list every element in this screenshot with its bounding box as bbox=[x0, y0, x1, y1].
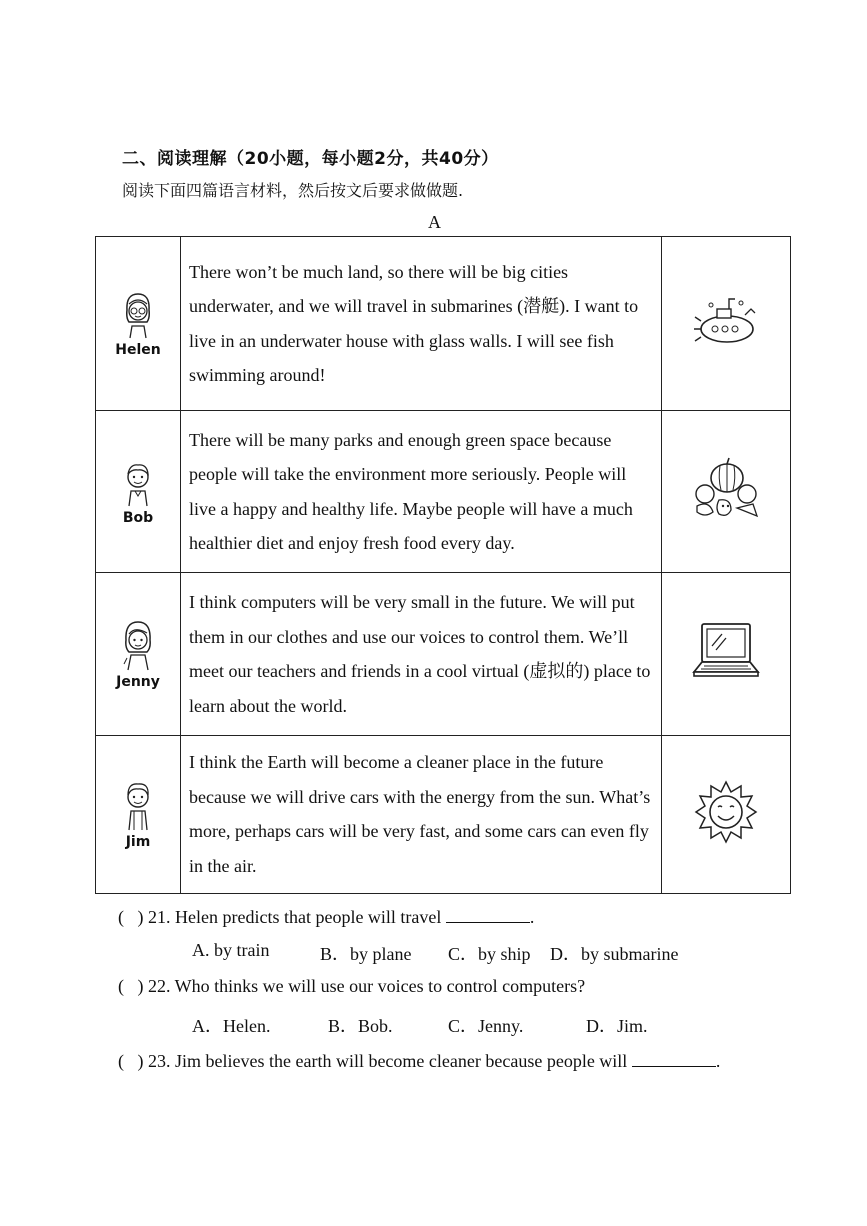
answer-paren[interactable]: ( ) bbox=[118, 976, 144, 996]
picture-cell bbox=[662, 735, 791, 893]
option-a[interactable]: A. by train bbox=[192, 940, 270, 960]
person-name: Bob bbox=[122, 509, 154, 526]
option-b[interactable]: B．Bob. bbox=[328, 1016, 393, 1036]
girl-avatar-icon bbox=[121, 290, 155, 340]
answer-blank[interactable] bbox=[632, 1048, 716, 1067]
passage-row bbox=[96, 237, 791, 411]
person-name: Jenny bbox=[116, 674, 160, 691]
person-cell bbox=[96, 237, 181, 411]
option-d[interactable]: D．by submarine bbox=[550, 944, 679, 964]
person-cell bbox=[96, 573, 181, 735]
question-21 bbox=[118, 904, 534, 928]
answer-paren[interactable]: ( ) bbox=[118, 1051, 144, 1071]
passage-text: There won’t be much land, so there will be big cities underwater, and we will travel in submarines (潜艇). I want to live in an underwater house with glass walls. I will see fish swimming around! bbox=[189, 261, 639, 386]
question-21-options bbox=[192, 940, 712, 964]
boy-avatar-icon bbox=[121, 458, 155, 508]
section-instruction: 阅读下面四篇语言材料，然后按文后要求做做题. bbox=[122, 181, 464, 200]
option-b[interactable]: B．by plane bbox=[320, 944, 412, 964]
girl-avatar-icon bbox=[121, 618, 155, 672]
option-c[interactable]: C．by ship bbox=[448, 944, 531, 964]
passage-row bbox=[96, 411, 791, 573]
option-d[interactable]: D．Jim. bbox=[586, 1016, 648, 1036]
question-text: 23. Jim believes the earth will become cleaner because people will bbox=[148, 1051, 628, 1071]
person-cell bbox=[96, 411, 181, 573]
question-end: . bbox=[715, 1051, 721, 1071]
passage-text: There will be many parks and enough green space because people will take the environment more seriously. People will live a happy and healthy life. Maybe people will have a much healthier diet and enjoy fresh food every day. bbox=[189, 429, 633, 554]
person-cell bbox=[96, 735, 181, 893]
option-c[interactable]: C．Jenny. bbox=[448, 1016, 524, 1036]
answer-blank[interactable] bbox=[446, 904, 530, 923]
passage-text-cell bbox=[181, 237, 662, 411]
passage-row bbox=[96, 573, 791, 735]
picture-cell bbox=[662, 573, 791, 735]
question-22 bbox=[118, 976, 585, 997]
question-text: 22. Who thinks we will use our voices to control computers? bbox=[148, 976, 586, 996]
vegetables-icon bbox=[687, 454, 765, 524]
question-23 bbox=[118, 1048, 720, 1072]
passage-row bbox=[96, 735, 791, 893]
person-name: Helen bbox=[115, 341, 161, 358]
person-name: Jim bbox=[125, 834, 151, 851]
sun-icon bbox=[694, 780, 758, 844]
passage-text: I think computers will be very small in the future. We will put them in our clothes and use our voices to control them. We’ll meet our teachers and friends in a cool virtual (虚拟的) place to learn about the world. bbox=[189, 592, 651, 716]
passage-text-cell bbox=[181, 735, 662, 893]
submarine-icon bbox=[691, 293, 761, 349]
passage-text: I think the Earth will become a cleaner place in the future because we will drive cars with the energy from the sun. What’s more, perhaps cars will be very fast, and some cars can even fly in the air. bbox=[189, 752, 651, 876]
passage-table bbox=[95, 236, 791, 894]
option-a[interactable]: A．Helen. bbox=[192, 1016, 271, 1036]
passage-label: A bbox=[428, 212, 441, 232]
section-title: 二、阅读理解（20小题，每小题2分，共40分） bbox=[122, 149, 499, 169]
boy-avatar-icon bbox=[121, 778, 155, 832]
question-end: . bbox=[529, 907, 535, 927]
question-text: 21. Helen predicts that people will travel bbox=[148, 907, 442, 927]
question-22-options bbox=[192, 1012, 672, 1036]
laptop-icon bbox=[690, 620, 762, 684]
answer-paren[interactable]: ( ) bbox=[118, 907, 144, 927]
picture-cell bbox=[662, 411, 791, 573]
passage-text-cell bbox=[181, 411, 662, 573]
passage-text-cell bbox=[181, 573, 662, 735]
picture-cell bbox=[662, 237, 791, 411]
